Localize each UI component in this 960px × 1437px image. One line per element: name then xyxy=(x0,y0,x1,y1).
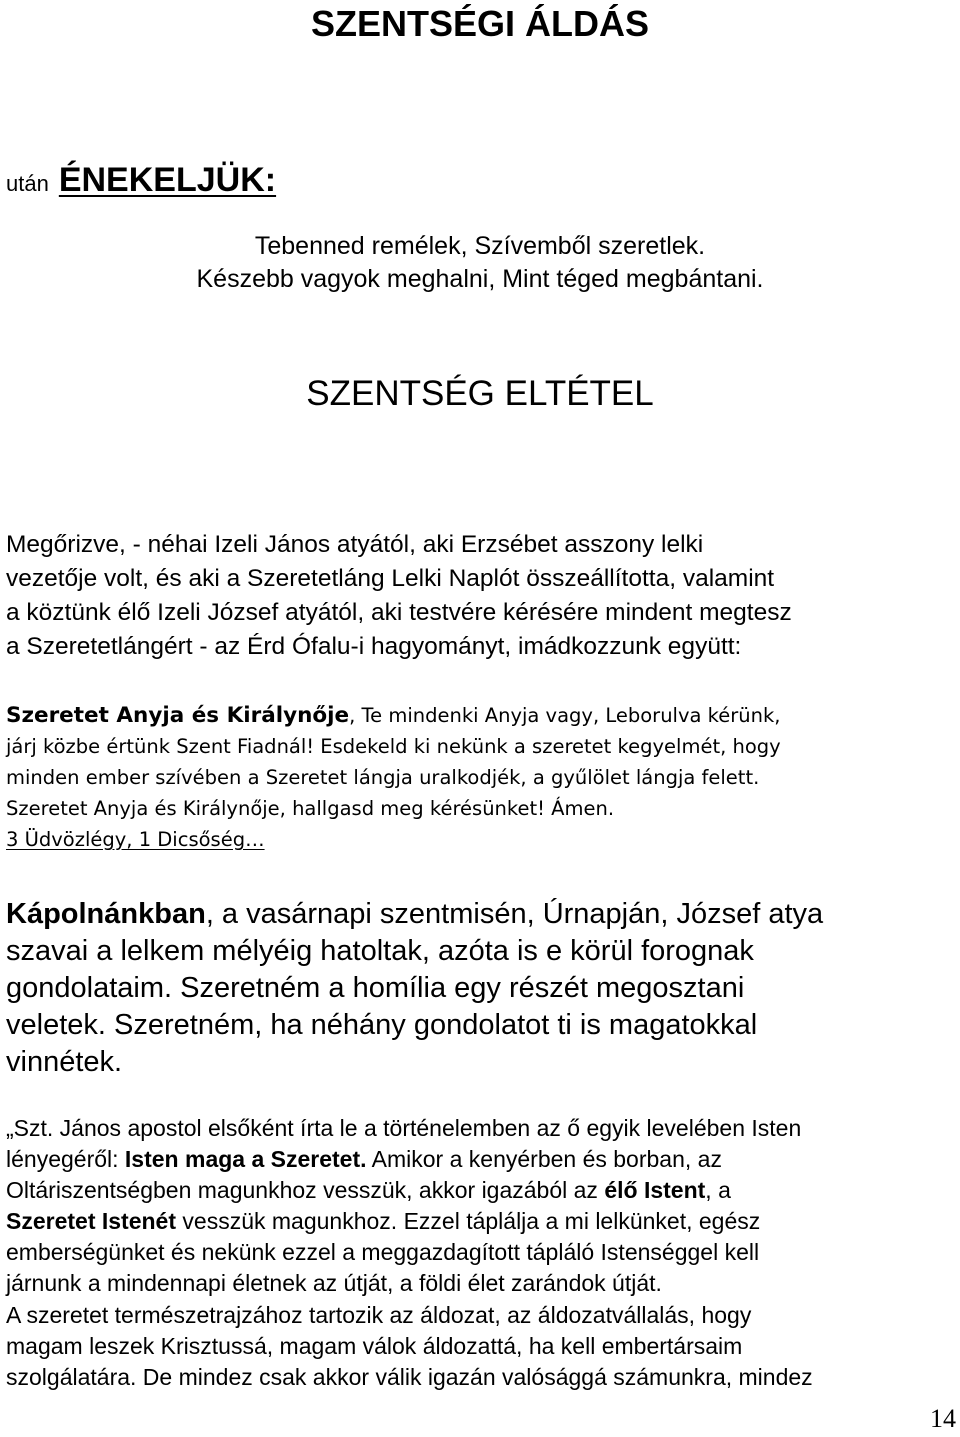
chapel-line: vinnétek. xyxy=(6,1046,123,1078)
homily-line xyxy=(6,1113,960,1144)
prayer-paragraph xyxy=(6,700,960,855)
prayer-invocation: Szeretet Anyja és Királynője xyxy=(6,703,350,728)
chapel-text: , a vasárnapi szentmisén, Úrnapján, József atya xyxy=(205,898,824,930)
homily-text: Szt. János apostol elsőként írta le a történelemben az ő egyik levelében Isten xyxy=(13,1115,802,1141)
homily-text: , a xyxy=(705,1177,731,1204)
homily-emphasis: Szeretet Istenét xyxy=(6,1208,177,1235)
prayer-line xyxy=(6,700,960,731)
prayer-count-line: 3 Üdvözlégy, 1 Dicsőség… xyxy=(6,828,265,851)
homily-text: Oltáriszentségben magunkhoz vesszük, akkor igazából az xyxy=(6,1177,605,1204)
chapel-paragraph xyxy=(6,896,960,1081)
chapel-line: veletek. Szeretném, ha néhány gondolatot ti is magatokkal xyxy=(6,1009,758,1041)
prayer-line: Szeretet Anyja és Királynője, hallgasd meg kérésünket! Ámen. xyxy=(6,797,615,820)
chapel-line: gondolataim. Szeretném a homília egy részét megosztani xyxy=(6,972,745,1004)
homily-line: szolgálatára. De mindez csak akkor válik igazán valósággá számunkra, mindez xyxy=(6,1363,813,1390)
homily-line xyxy=(6,1175,960,1206)
homily-line: emberségünket és nekünk ezzel a meggazdagított tápláló Istenséggel kell xyxy=(6,1239,760,1266)
section-title: SZENTSÉG ELTÉTEL xyxy=(306,374,654,413)
intro-paragraph xyxy=(6,528,960,664)
homily-line: járnunk a mindennapi életnek az útját, a földi élet zarándok útját. xyxy=(6,1270,662,1297)
homily-line: magam leszek Krisztussá, magam válok áldozattá, ha kell embertársaim xyxy=(6,1332,743,1359)
page-number: 14 xyxy=(930,1404,956,1433)
homily-paragraph xyxy=(6,1113,960,1393)
chapel-line: szavai a lelkem mélyéig hatoltak, azóta is e körül forognak xyxy=(6,935,754,967)
intro-line: Megőrizve, - néhai Izeli János atyától, aki Erzsébet asszony lelki xyxy=(6,531,704,558)
after-label: után xyxy=(6,171,49,196)
intro-line: vezetője volt, és aki a Szeretetláng Lelki Naplót összeállította, valamint xyxy=(6,565,775,592)
homily-line xyxy=(6,1144,960,1175)
page-title: SZENTSÉGI ÁLDÁS xyxy=(310,3,650,44)
homily-text: vesszük magunkhoz. Ezzel táplálja a mi lelkünket, egész xyxy=(176,1208,761,1235)
homily-line xyxy=(6,1206,960,1237)
homily-text: lényegéről: xyxy=(6,1146,125,1173)
homily-emphasis: Isten maga a Szeretet. xyxy=(124,1146,367,1173)
hymn-block xyxy=(0,230,960,296)
prayer-text: , Te mindenki Anyja vagy, Leborulva kérünk, xyxy=(349,704,781,727)
prayer-line: minden ember szívében a Szeretet lángja uralkodjék, a gyűlölet lángja felett. xyxy=(6,766,760,789)
intro-line: a Szeretetlángért - az Érd Ófalu-i hagyományt, imádkozzunk együtt: xyxy=(6,633,742,660)
homily-line: A szeretet természetrajzához tartozik az áldozat, az áldozatvállalás, hogy xyxy=(6,1301,752,1328)
hymn-line: Tebenned remélek, Szívemből szeretlek. xyxy=(254,232,706,260)
open-quote: „ xyxy=(6,1115,14,1141)
chapel-line xyxy=(6,896,960,933)
sing-heading: ÉNEKELJÜK: xyxy=(58,161,277,199)
prayer-line: járj közbe értünk Szent Fiadnál! Esdekeld ki nekünk a szeretet kegyelmét, hogy xyxy=(6,735,781,758)
intro-line: a köztünk élő Izeli József atyától, aki testvére kérésére mindent megtesz xyxy=(6,599,792,626)
after-line xyxy=(6,152,276,215)
hymn-line: Készebb vagyok meghalni, Mint téged megbántani. xyxy=(196,265,764,293)
homily-emphasis: élő Istent xyxy=(604,1177,706,1204)
homily-text: Amikor a kenyérben és borban, az xyxy=(366,1146,722,1173)
chapel-bold-word: Kápolnánkban xyxy=(6,898,206,930)
